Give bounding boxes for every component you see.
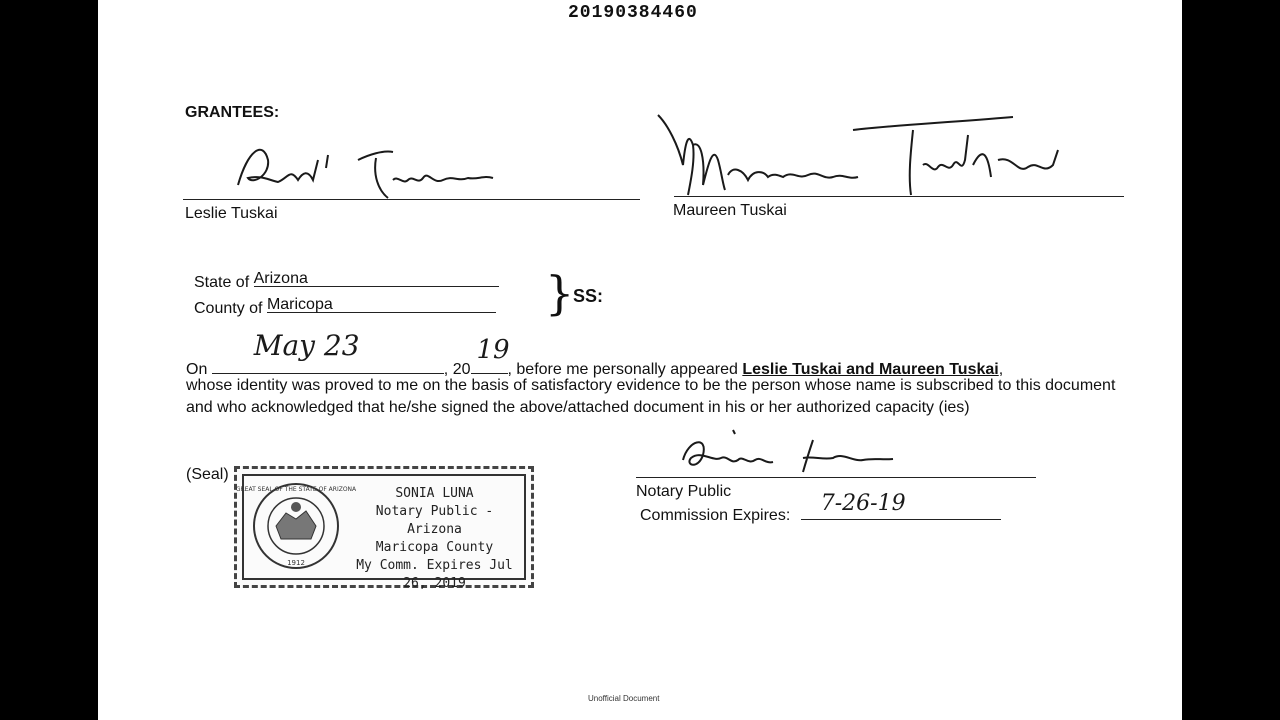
notary-stamp <box>234 466 534 591</box>
stamp-expires: My Comm. Expires Jul 26, 2019 <box>356 558 513 591</box>
county-blank <box>267 296 496 313</box>
stamp-notary-name: SONIA LUNA <box>395 486 474 501</box>
grantees-heading: GRANTEES: <box>185 104 280 121</box>
stamp-text <box>347 485 522 593</box>
recording-number: 20190384460 <box>568 3 698 23</box>
year-prefix: 20 <box>452 361 471 378</box>
comma2: , <box>998 361 1004 378</box>
date-blank <box>212 329 444 374</box>
ss-label: SS: <box>573 286 604 306</box>
county-label: County of <box>194 300 263 317</box>
notary-signature <box>673 420 903 480</box>
on-label: On <box>186 361 208 378</box>
unofficial-footer: Unofficial Document <box>588 694 660 703</box>
commission-label: Commission Expires: <box>640 507 791 524</box>
year-blank <box>471 335 510 374</box>
svg-text:1912: 1912 <box>287 559 305 567</box>
state-label: State of <box>194 274 250 291</box>
seal-label: (Seal) <box>186 466 229 483</box>
notary-public-label: Notary Public <box>636 483 732 500</box>
leslie-signature <box>208 130 508 205</box>
handwritten-year: 19 <box>476 335 510 365</box>
grantee2-signature-line <box>674 196 1124 197</box>
brace-symbol: } <box>545 266 575 320</box>
comma: , <box>443 361 449 378</box>
state-value: Arizona <box>253 270 308 287</box>
stamp-county: Maricopa County <box>375 540 494 555</box>
acknowledgment-body: whose identity was proved to me on the basis of satisfactory evidence to be the person whose name is subscribed to this document and who acknowledged that he/she signed the above/attached document in his or her authorized capacity (ies) <box>186 377 1116 416</box>
svg-text:GREAT SEAL OF THE STATE OF ARI: GREAT SEAL OF THE STATE OF ARIZONA <box>235 486 357 493</box>
appeared-text: , before me personally appeared <box>507 361 738 378</box>
grantee1-name: Leslie Tuskai <box>185 205 278 222</box>
commission-blank <box>801 491 1001 520</box>
state-blank <box>254 270 499 287</box>
great-seal-icon <box>235 481 357 571</box>
notary-signature-line <box>636 477 1036 478</box>
county-value: Maricopa <box>266 296 333 313</box>
state-line <box>194 270 499 292</box>
appeared-names: Leslie Tuskai and Maureen Tuskai <box>742 361 999 378</box>
handwritten-expiration: 7-26-19 <box>820 491 906 516</box>
stamp-title: Notary Public - Arizona <box>375 504 494 537</box>
handwritten-date: May 23 <box>253 329 360 362</box>
document-page <box>98 0 1182 720</box>
county-line <box>194 296 496 318</box>
grantee1-signature-line <box>183 199 640 200</box>
grantee2-name: Maureen Tuskai <box>673 202 787 219</box>
maureen-signature <box>653 105 1123 205</box>
